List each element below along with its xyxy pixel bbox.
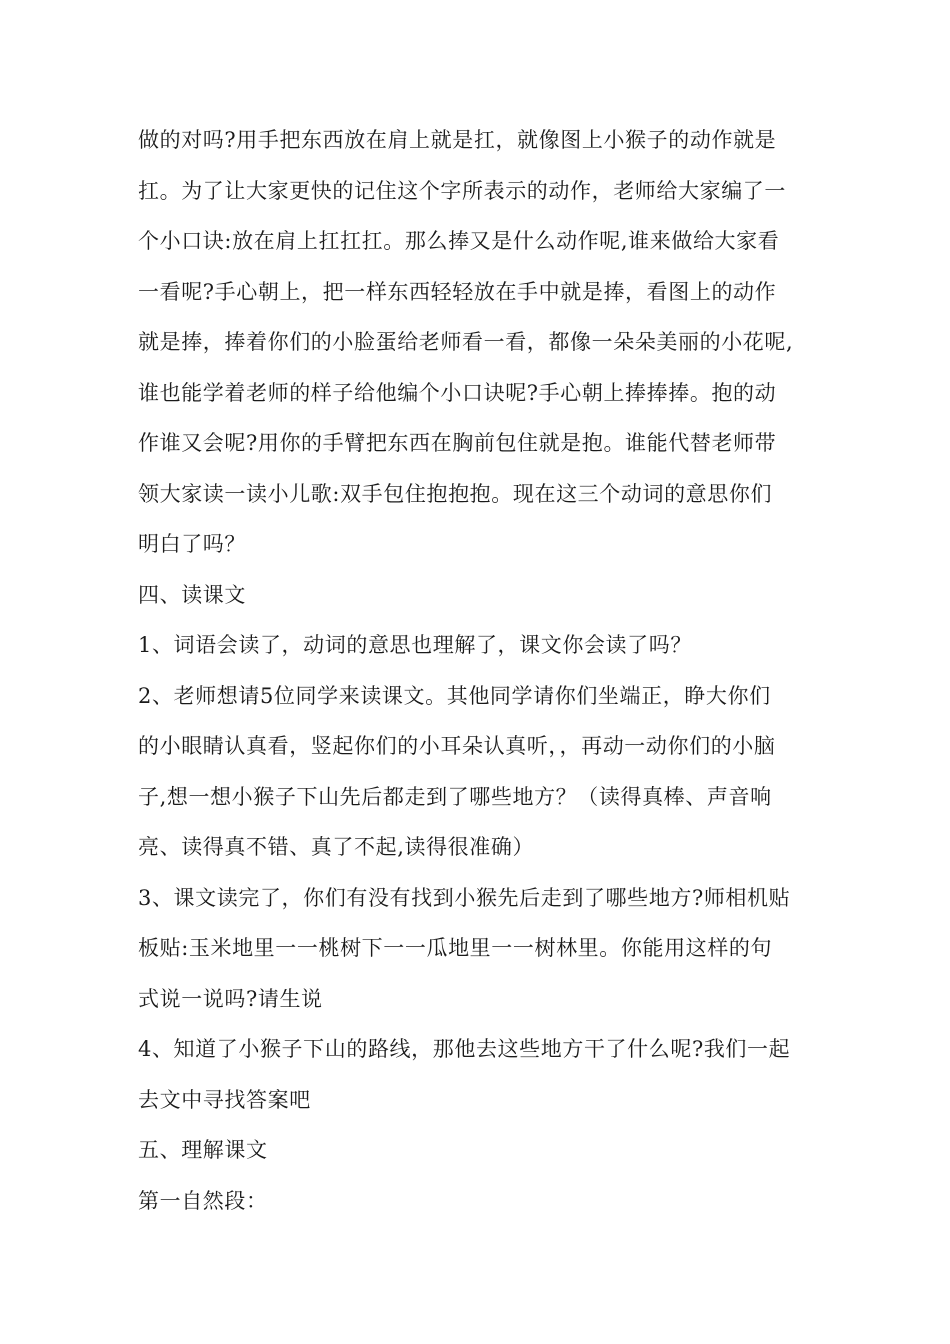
text-line: 作谁又会呢?用你的手臂把东西在胸前包住就是抱。谁能代替老师带 — [138, 431, 777, 455]
text-line: 子,想一想小猴子下山先后都走到了哪些地方？（读得真棒、声音响 — [138, 784, 772, 809]
text-line: 第一自然段： — [138, 1188, 268, 1213]
text-line: 的小眼睛认真看，竖起你们的小耳朵认真听，，再动一动你们的小脑 — [138, 734, 776, 758]
text-line: 板贴:玉米地里一一桃树下一一瓜地里一一树林里。你能用这样的句 — [138, 936, 773, 960]
text-line: 2、老师想请5位同学来读课文。其他同学请你们坐端正，睁大你们 — [138, 683, 771, 708]
text-line: 个小口诀:放在肩上扛扛扛。那么捧又是什么动作呢,谁来做给大家看 — [138, 229, 780, 253]
text-line: 明白了吗？ — [138, 532, 246, 556]
text-line: 4、知道了小猴子下山的路线，那他去这些地方干了什么呢?我们一起 — [138, 1037, 791, 1061]
text-line: 领大家读一读小儿歌:双手包住抱抱抱。现在这三个动词的意思你们 — [138, 481, 773, 506]
text-line: 式说一说吗?请生说 — [138, 986, 323, 1011]
document-body — [138, 120, 818, 1231]
text-line: 1、词语会读了，动词的意思也理解了，课文你会读了吗？ — [138, 633, 692, 657]
text-line: 3、课文读完了，你们有没有找到小猴先后走到了哪些地方?师相机贴 — [138, 885, 791, 910]
text-line: 做的对吗?用手把东西放在肩上就是扛，就像图上小猴子的动作就是 — [138, 128, 777, 152]
section-heading: 四、读课文 — [138, 582, 246, 607]
text-line: 就是捧，捧着你们的小脸蛋给老师看一看，都像一朵朵美丽的小花呢, — [138, 330, 794, 354]
text-line: 亮、读得真不错、真了不起,读得很准确） — [138, 835, 535, 859]
text-line: 一看呢?手心朝上，把一样东西轻轻放在手中就是捧，看图上的动作 — [138, 279, 777, 304]
text-line: 谁也能学着老师的样子给他编个小口诀呢?手心朝上捧捧捧。抱的动 — [138, 380, 777, 405]
text-line: 扛。为了让大家更快的记住这个字所表示的动作，老师给大家编了一 — [138, 178, 786, 203]
section-heading: 五、理解课文 — [138, 1138, 268, 1162]
text-line: 去文中寻找答案吧 — [138, 1087, 311, 1112]
